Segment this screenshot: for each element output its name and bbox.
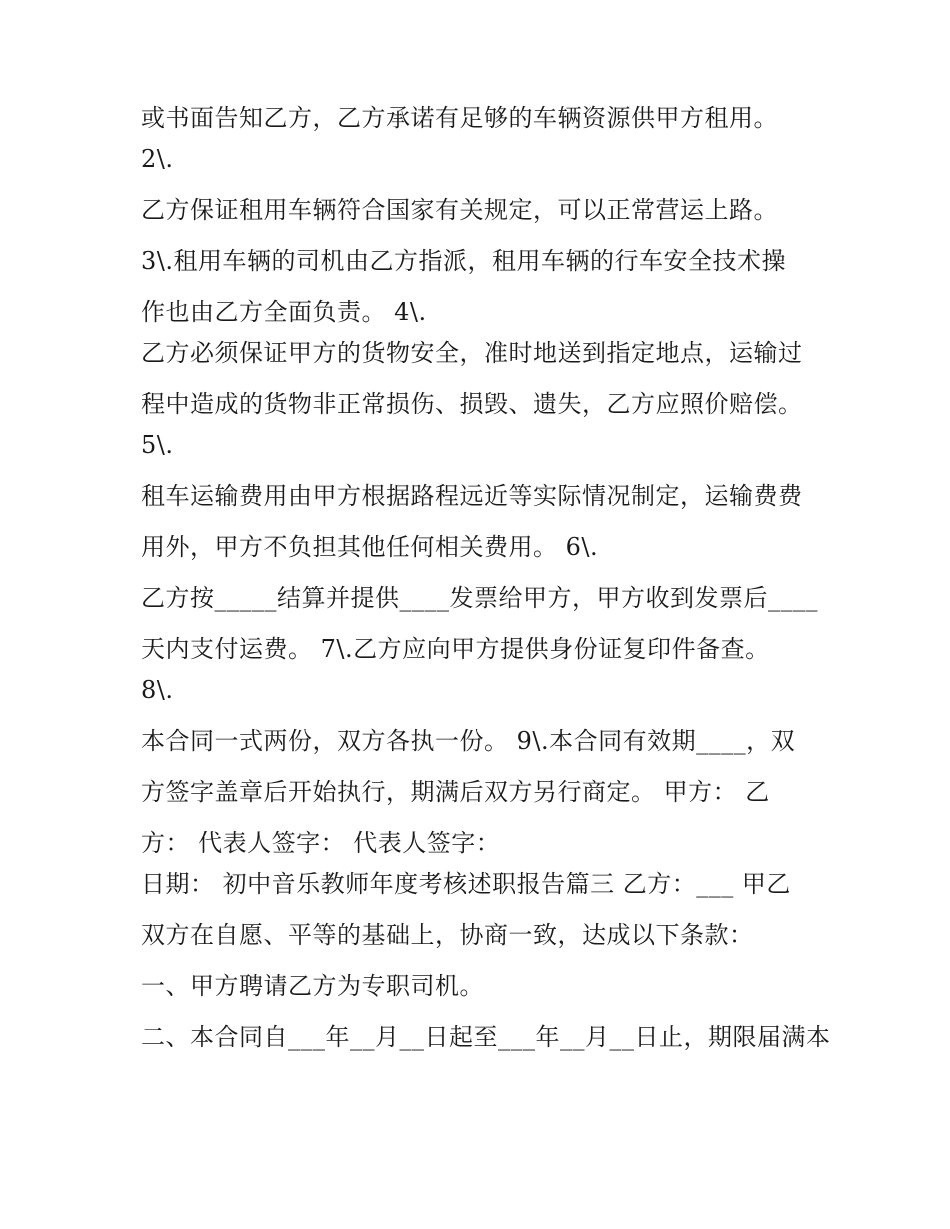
text-line: 乙方必须保证甲方的货物安全，准时地送到指定地点，运输过 [141, 339, 803, 367]
text-line: 程中造成的货物非正常损伤、损毁、遗失，乙方应照价赔偿。 [141, 390, 803, 418]
text-line: 双方在自愿、平等的基础上，协商一致，达成以下条款： [141, 921, 754, 949]
text-line: 用外，甲方不负担其他任何相关费用。 6\. [141, 533, 599, 561]
document-body [141, 104, 831, 1051]
text-line: 乙方按_____结算并提供____发票给甲方，甲方收到发票后____ [141, 584, 818, 612]
text-line: 方签字盖章后开始执行，期满后双方另行商定。 甲方： 乙 [141, 778, 770, 806]
text-line: 5\. [141, 431, 174, 459]
text-line: 方： 代表人签字： 代表人签字： [141, 829, 501, 857]
text-line: 租车运输费用由甲方根据路程远近等实际情况制定，运输费费 [141, 482, 803, 510]
text-line: 作也由乙方全面负责。 4\. [141, 298, 427, 326]
text-line: 乙方保证租用车辆符合国家有关规定，可以正常营运上路。 [141, 196, 778, 224]
text-line: 8\. [141, 676, 174, 704]
text-line: 或书面告知乙方，乙方承诺有足够的车辆资源供甲方租用。 [141, 104, 778, 132]
text-line: 本合同一式两份，双方各执一份。 9\.本合同有效期____，双 [141, 727, 796, 755]
text-line: 天内支付运费。 7\.乙方应向甲方提供身份证复印件备查。 [141, 635, 770, 663]
text-line: 2\. [141, 145, 174, 173]
text-line: 日期： 初中音乐教师年度考核述职报告篇三 乙方：___ 甲乙 [141, 870, 791, 898]
text-line: 一、甲方聘请乙方为专职司机。 [141, 972, 484, 1000]
text-line: 3\.租用车辆的司机由乙方指派，租用车辆的行车安全技术操 [141, 247, 786, 275]
text-line: 二、本合同自___年__月__日起至___年__月__日止，期限届满本 [141, 1023, 831, 1051]
